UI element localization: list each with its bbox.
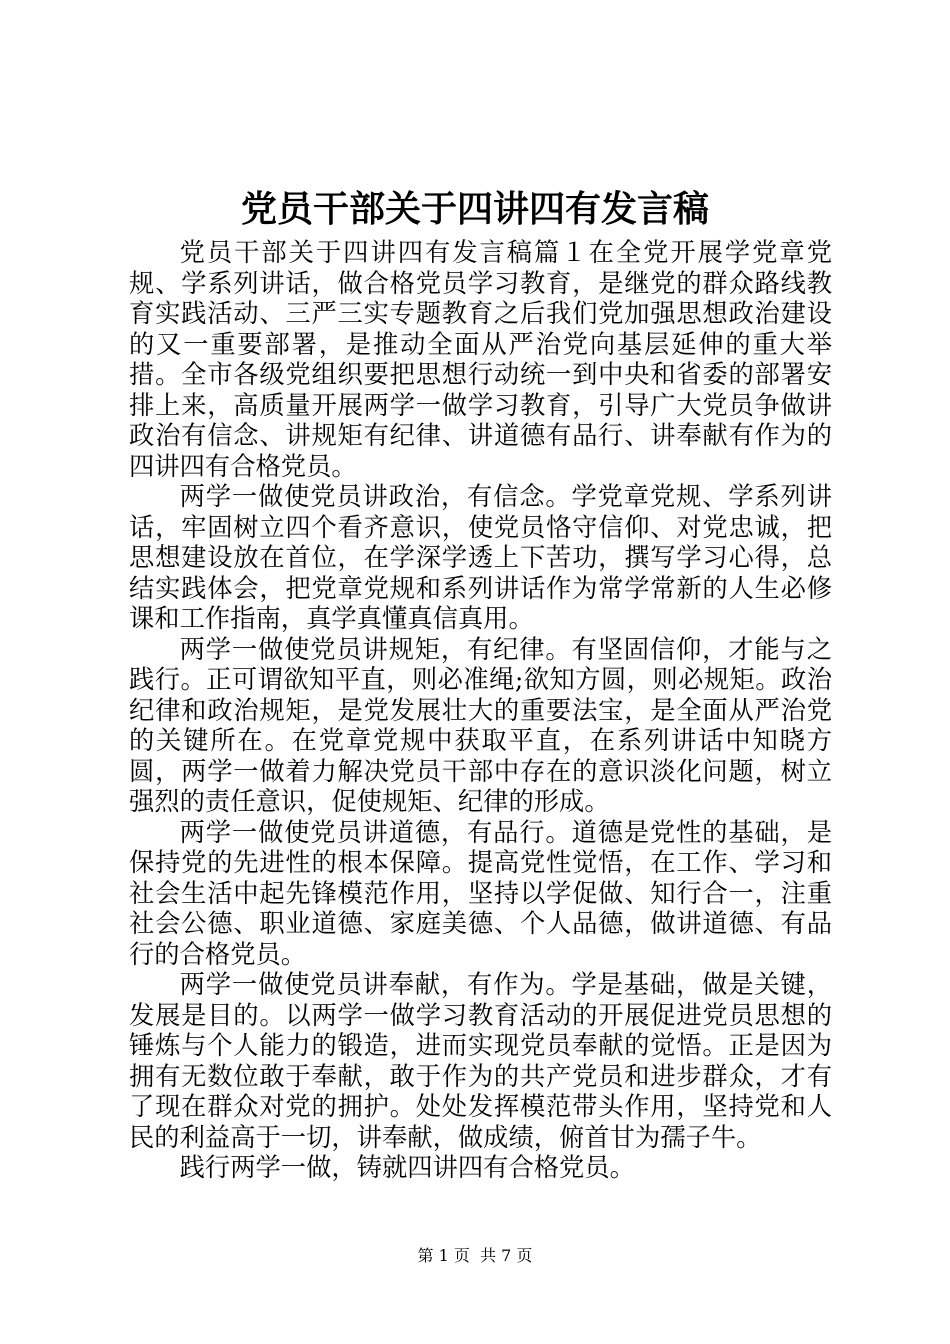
paragraph: 党员干部关于四讲四有发言稿篇１在全党开展学党章党规、学系列讲话，做合格党员学习教育，是继党的群众路线教育实践活动、三严三实专题教育之后我们党加强思想政治建设的又一重要部署，是推动全面从严治党向基层延伸的重大举措。全市各级党组织要把思想行动统一到中央和省委的部署安排上来，高质量开展两学一做学习教育，引导广大党员争做讲政治有信念、讲规矩有纪律、讲道德有品行、讲奉献有作为的四讲四有合格党员。 (129, 238, 832, 481)
paragraph: 两学一做使党员讲道德，有品行。道德是党性的基础，是保持党的先进性的根本保障。提高党性觉悟，在工作、学习和社会生活中起先锋模范作用，坚持以学促做、知行合一，注重社会公德、职业道德、家庭美德、个人品德，做讲道德、有品行的合格党员。 (129, 817, 832, 969)
page-footer (0, 1244, 950, 1268)
paragraph: 践行两学一做，铸就四讲四有合格党员。 (179, 1153, 635, 1182)
paragraph: 两学一做使党员讲奉献，有作为。学是基础，做是关键，发展是目的。以两学一做学习教育活动的开展促进党员思想的锤炼与个人能力的锻造，进而实现党员奉献的觉悟。正是因为拥有无数位敢于奉献，敢于作为的共产党员和进步群众，才有了现在群众对党的拥护。处处发挥模范带头作用，坚持党和人民的利益高于一切，讲奉献，做成绩，俯首甘为孺子牛。 (129, 970, 832, 1152)
document-body (129, 238, 832, 1184)
document-title: 党员干部关于四讲四有发言稿 (240, 188, 709, 230)
paragraph: 两学一做使党员讲规矩，有纪律。有坚固信仰，才能与之践行。正可谓欲知平直，则必准绳;欲知方圆，则必规矩。政治纪律和政治规矩，是党发展壮大的重要法宝，是全面从严治党的关键所在。在党章党规中获取平直，在系列讲话中知晓方圆，两学一做着力解决党员干部中存在的意识淡化问题，树立强烈的责任意识，促使规矩、纪律的形成。 (129, 634, 832, 816)
paragraph: 两学一做使党员讲政治，有信念。学党章党规、学系列讲话，牢固树立四个看齐意识，使党员恪守信仰、对党忠诚，把思想建设放在首位，在学深学透上下苦功，撰写学习心得，总结实践体会，把党章党规和系列讲话作为常学常新的人生必修课和工作指南，真学真懂真信真用。 (129, 482, 832, 633)
page-number-label: 第 1 页 共 7 页 (417, 1246, 533, 1265)
